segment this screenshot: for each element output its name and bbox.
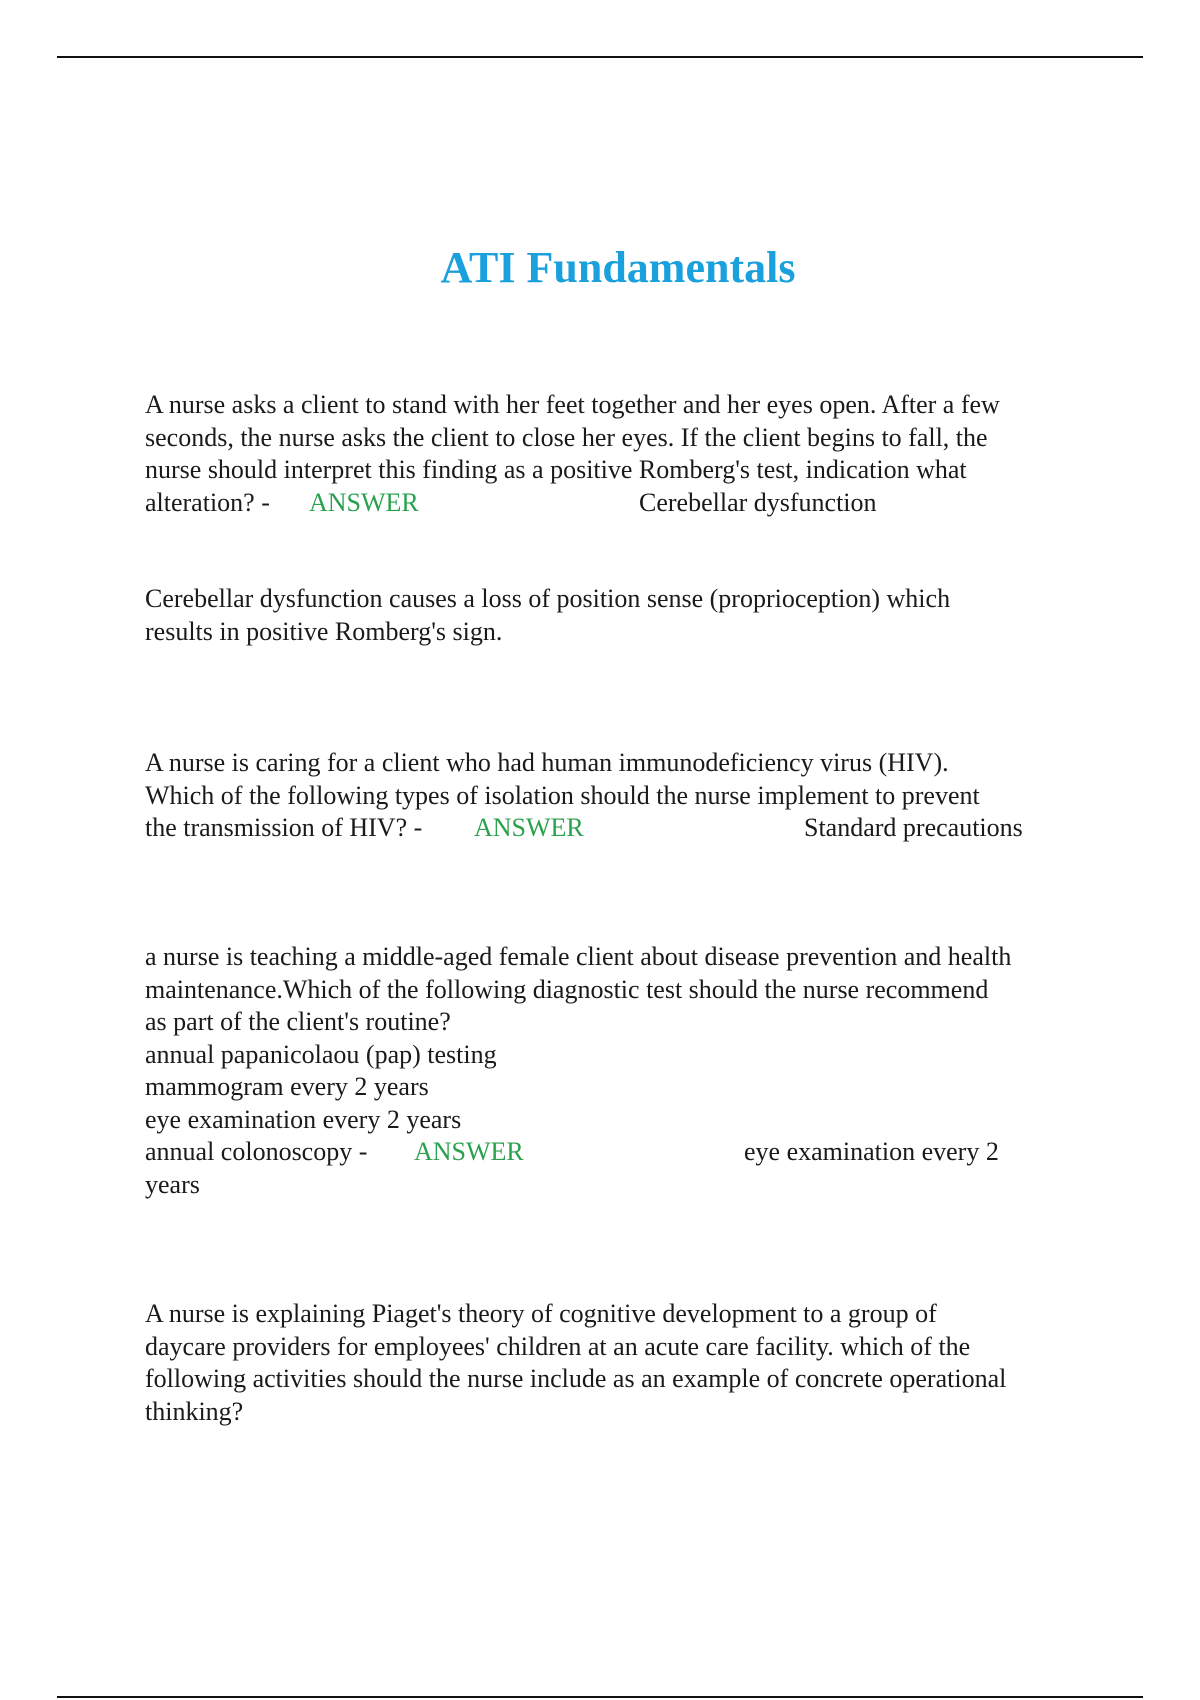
question-2	[145, 747, 1095, 845]
answer-continuation: years	[145, 1169, 200, 1199]
question-line: Which of the following types of isolation should the nurse implement to prevent	[145, 780, 980, 810]
question-line: A nurse is caring for a client who had human immunodeficiency virus (HIV).	[145, 748, 949, 777]
option-line: mammogram every 2 years	[145, 1072, 429, 1101]
answer-prefix: the transmission of HIV? -	[145, 813, 423, 842]
answer-label: ANSWER	[309, 487, 419, 517]
top-rule	[57, 56, 1143, 58]
answer-label: ANSWER	[414, 1137, 524, 1166]
question-line: maintenance.Which of the following diagnostic test should the nurse recommend	[145, 974, 989, 1004]
bottom-rule	[57, 1696, 1143, 1698]
question-line: seconds, the nurse asks the client to close her eyes. If the client begins to fall, the	[145, 422, 988, 452]
answer-line	[145, 812, 1095, 845]
question-4	[145, 1298, 1095, 1428]
answer-text: Cerebellar dysfunction	[639, 487, 877, 517]
explanation-1	[145, 583, 1095, 648]
question-line: daycare providers for employees' children at an acute care facility. which of the	[145, 1331, 971, 1361]
answer-text: Standard precautions	[804, 813, 1023, 842]
answer-prefix: alteration? -	[145, 487, 270, 517]
question-line: A nurse is explaining Piaget's theory of cognitive development to a group of	[145, 1299, 937, 1328]
explanation-line: results in positive Romberg's sign.	[145, 616, 503, 646]
question-line: A nurse asks a client to stand with her feet together and her eyes open. After a few	[145, 390, 1000, 419]
option-line: annual papanicolaou (pap) testing	[145, 1039, 497, 1069]
question-3	[145, 941, 1095, 1201]
explanation-line: Cerebellar dysfunction causes a loss of position sense (proprioception) which	[145, 584, 951, 613]
answer-prefix: annual colonoscopy -	[145, 1137, 368, 1166]
question-line: nurse should interpret this finding as a positive Romberg's test, indication what	[145, 455, 967, 484]
answer-line	[145, 487, 1095, 520]
answer-text: eye examination every 2	[744, 1137, 999, 1166]
option-line: eye examination every 2 years	[145, 1104, 462, 1134]
answer-label: ANSWER	[474, 813, 584, 842]
question-line: a nurse is teaching a middle-aged female client about disease prevention and health	[145, 942, 1012, 971]
question-line: as part of the client's routine?	[145, 1007, 451, 1036]
question-line: thinking?	[145, 1396, 244, 1426]
document-title: ATI Fundamentals	[440, 243, 796, 292]
question-1	[145, 389, 1095, 519]
question-line: following activities should the nurse include as an example of concrete operational	[145, 1364, 1007, 1393]
answer-line	[145, 1136, 1095, 1169]
